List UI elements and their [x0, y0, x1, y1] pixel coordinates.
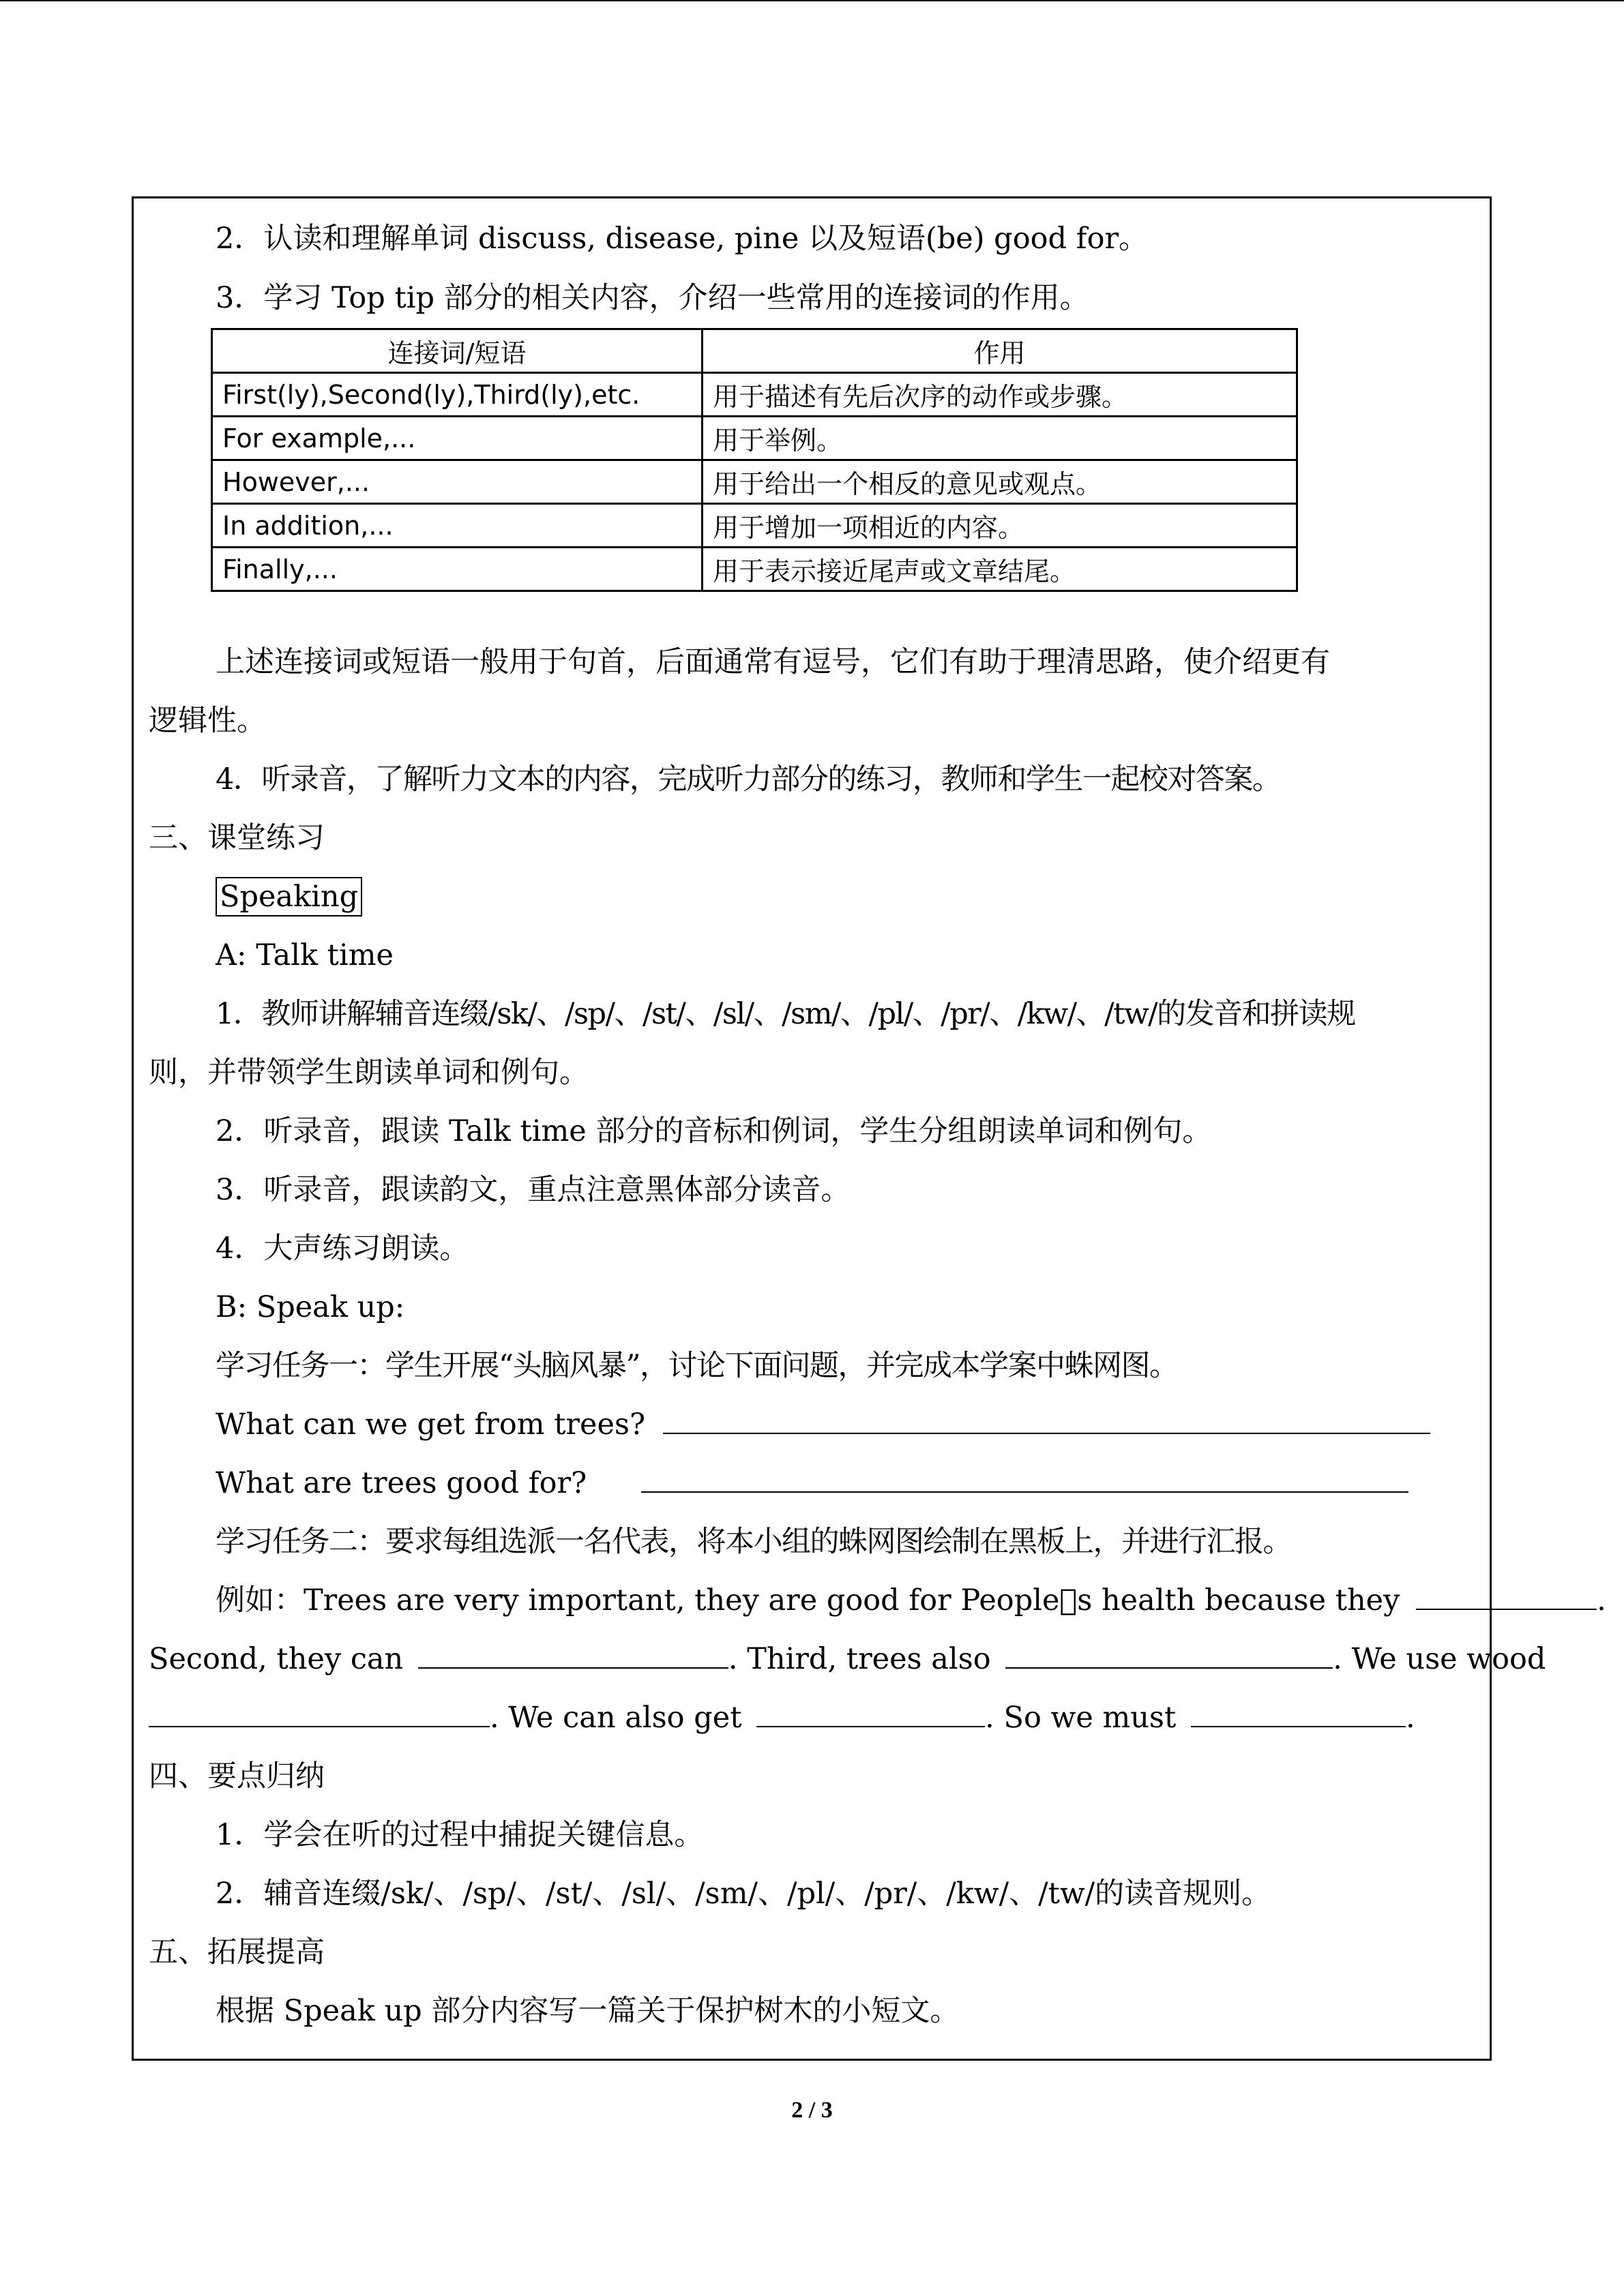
- answer-blank[interactable]: [663, 1396, 1430, 1434]
- section-heading: 四、要点归纳: [149, 1759, 325, 1793]
- top-rule: [0, 0, 1624, 1]
- line-words: 2．认读和理解单词 discuss, disease, pine 以及短语(be) good for。: [216, 222, 1149, 256]
- paragraph-line: 逻辑性。: [149, 704, 266, 738]
- paragraph-line: 上述连接词或短语一般用于句首，后面通常有逗号，它们有助于理清思路，使介绍更有: [216, 645, 1330, 679]
- list-item-continued: 则，并带领学生朗读单词和例句。: [149, 1056, 589, 1090]
- question-text: What can we get from trees?: [216, 1407, 646, 1442]
- example-text: . So we must: [985, 1701, 1177, 1735]
- section-heading: 五、拓展提高: [149, 1935, 325, 1969]
- section-heading: 三、课堂练习: [149, 821, 325, 855]
- table-header-cell: 连接词/短语: [212, 329, 703, 373]
- answer-blank[interactable]: [1005, 1630, 1333, 1669]
- table-cell: However,...: [212, 460, 703, 504]
- example-text: Second, they can: [149, 1642, 404, 1676]
- table-cell: 用于描述有先后次序的动作或步骤。: [703, 373, 1297, 417]
- list-item: 3．听录音，跟读韵文，重点注意黑体部分读音。: [216, 1173, 851, 1207]
- table-header-row: [212, 329, 1297, 373]
- extension-task: 根据 Speak up 部分内容写一篇关于保护树木的小短文。: [216, 1994, 960, 2028]
- example-line: [216, 1571, 1606, 1630]
- table-row: [212, 373, 1297, 417]
- answer-blank[interactable]: [756, 1689, 985, 1727]
- subheading: A: Talk time: [216, 938, 394, 972]
- table-cell: For example,...: [212, 417, 703, 460]
- list-item: 1．教师讲解辅音连缀/sk/、/sp/、/st/、/sl/、/sm/、/pl/、/pr/、/kw/、/tw/的发音和拼读规: [216, 997, 1355, 1031]
- list-item: 4．大声练习朗读。: [216, 1232, 469, 1266]
- task-one: 学习任务一：学生开展“头脑风暴”，讨论下面问题，并完成本学案中蛛网图。: [216, 1349, 1178, 1383]
- table-header-cell: 作用: [703, 329, 1297, 373]
- speaking-box: Speaking: [216, 877, 362, 916]
- table-row: [212, 548, 1297, 591]
- speaking-label: [216, 867, 362, 926]
- table-cell: In addition,...: [212, 504, 703, 548]
- example-text: . Third, trees also: [728, 1642, 991, 1676]
- answer-blank[interactable]: [1191, 1689, 1406, 1727]
- table-row: [212, 417, 1297, 460]
- example-text: . We can also get: [490, 1701, 742, 1735]
- example-line: [149, 1688, 1415, 1747]
- table-row: [212, 504, 1297, 548]
- question-text: What are trees good for?: [216, 1466, 587, 1500]
- example-line: [149, 1630, 1546, 1688]
- answer-blank[interactable]: [641, 1455, 1408, 1493]
- list-item: 1．学会在听的过程中捕捉关键信息。: [216, 1818, 704, 1852]
- question-line: [216, 1454, 1408, 1512]
- example-text: . We use wood: [1333, 1642, 1546, 1676]
- table-cell: 用于增加一项相近的内容。: [703, 504, 1297, 548]
- line-top-tip: 3．学习 Top tip 部分的相关内容，介绍一些常用的连接词的作用。: [216, 281, 1089, 315]
- line-listening: 4．听录音，了解听力文本的内容，完成听力部分的练习，教师和学生一起校对答案。: [216, 762, 1281, 796]
- list-item: 2．听录音，跟读 Talk time 部分的音标和例词，学生分组朗读单词和例句。: [216, 1114, 1212, 1148]
- period: .: [1597, 1583, 1606, 1617]
- answer-blank[interactable]: [149, 1689, 490, 1727]
- table-cell: 用于表示接近尾声或文章结尾。: [703, 548, 1297, 591]
- task-two: 学习任务二：要求每组选派一名代表，将本小组的蛛网图绘制在黑板上，并进行汇报。: [216, 1525, 1291, 1559]
- table-row: [212, 460, 1297, 504]
- table-cell: First(ly),Second(ly),Third(ly),etc.: [212, 373, 703, 417]
- connectives-table: [211, 328, 1298, 592]
- period: .: [1405, 1701, 1415, 1735]
- table-cell: 用于举例。: [703, 417, 1297, 460]
- example-text: 例如：Trees are very important, they are good for People s health because they: [216, 1583, 1400, 1617]
- table-cell: Finally,...: [212, 548, 703, 591]
- list-item: 2．辅音连缀/sk/、/sp/、/st/、/sl/、/sm/、/pl/、/pr/、/kw/、/tw/的读音规则。: [216, 1877, 1271, 1911]
- page-number: 2 / 3: [791, 2098, 833, 2123]
- answer-blank[interactable]: [1416, 1572, 1597, 1610]
- question-line: [216, 1395, 1430, 1454]
- table-cell: 用于给出一个相反的意见或观点。: [703, 460, 1297, 504]
- answer-blank[interactable]: [418, 1630, 728, 1669]
- content-frame: [132, 196, 1606, 2061]
- subheading: B: Speak up:: [216, 1290, 405, 1324]
